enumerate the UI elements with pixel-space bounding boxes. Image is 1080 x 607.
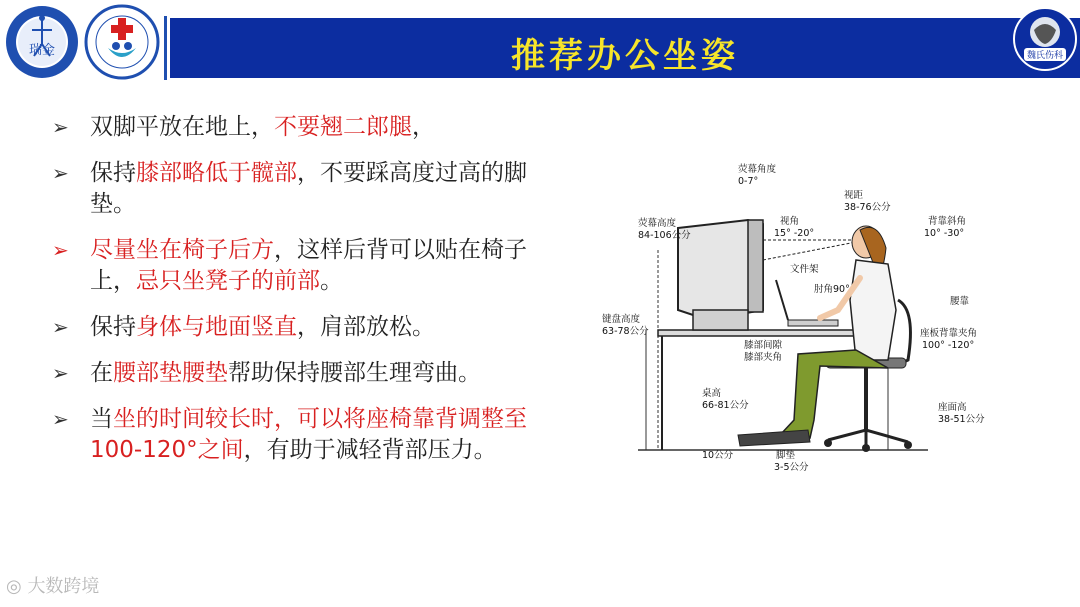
label-knee-angle: 膝部夹角 [744, 352, 783, 363]
bullet-text: ，有助于减轻背部压力。 [243, 437, 497, 463]
label-footrest-val: 3-5公分 [774, 462, 809, 473]
bullet-text: 。 [320, 268, 343, 294]
bullet-arrow-icon: ➢ [52, 315, 69, 339]
title-bar [170, 18, 1080, 78]
bullet-text: 当 [90, 406, 113, 432]
label-keyboard-height-val: 63-78公分 [602, 326, 649, 337]
bullet-item [50, 158, 570, 220]
bullet-emphasis-text: 尽量坐在椅子后方 [90, 237, 274, 263]
label-seat-back-angle: 座板背靠夹角 [920, 328, 978, 339]
bullet-emphasis-text: 腰部垫腰垫 [113, 360, 228, 386]
label-screen-height-val: 84-106公分 [638, 230, 691, 241]
document-holder [776, 280, 788, 320]
label-screen-height: 荧幕高度 [638, 218, 677, 229]
desk-top [658, 330, 868, 336]
watermark-text: 大数跨境 [27, 576, 100, 597]
keyboard [788, 320, 838, 326]
hospital-logo-1 [4, 4, 80, 80]
label-footrest: 脚垫 [776, 450, 796, 461]
label-table-height: 桌高 [702, 388, 722, 399]
label-view-angle: 视角 [780, 216, 800, 227]
label-table-height-val: 66-81公分 [702, 400, 749, 411]
ergonomic-posture-diagram [598, 160, 988, 490]
bullet-item [50, 358, 570, 389]
chair-base [828, 430, 908, 445]
label-view-dist-val: 38-76公分 [844, 202, 891, 213]
bullet-text: ，肩部放松。 [297, 314, 435, 340]
bullet-item [50, 312, 570, 343]
bullet-text: 帮助保持腰部生理弯曲。 [228, 360, 481, 386]
footrest [738, 430, 810, 446]
header-divider [164, 16, 167, 80]
bullet-arrow-icon: ➢ [52, 407, 69, 431]
bullet-text: ，这样后背可以贴在椅子上， [90, 237, 527, 294]
bullet-emphasis-text: 膝部略低于髋部 [136, 160, 297, 186]
person-legs [780, 350, 888, 438]
chair-back [898, 300, 910, 365]
label-lumbar: 腰靠 [950, 296, 970, 307]
hospital-logo-2 [84, 4, 160, 80]
bullet-text: ，不要踩高度过高的脚垫。 [90, 160, 527, 217]
bullet-text: 在 [90, 360, 113, 386]
bullet-arrow-icon: ➢ [52, 238, 69, 262]
svg-text:瑞金: 瑞金 [28, 43, 56, 58]
sight-line-angle [763, 242, 856, 260]
label-elbow-angle: 肘角90° [814, 284, 850, 295]
bullet-arrow-icon: ➢ [52, 161, 69, 185]
page-title: 推荐办公坐姿 [511, 36, 739, 76]
label-seat-height-val: 38-51公分 [938, 414, 985, 425]
bullet-item [50, 404, 570, 466]
label-seat-height: 座面高 [938, 402, 967, 413]
bullet-list [50, 112, 570, 481]
bullet-text: 保持 [90, 160, 136, 186]
label-doc-holder: 文件架 [790, 264, 819, 275]
chair-wheel [824, 439, 832, 447]
header-area [0, 0, 1080, 82]
bullet-item [50, 112, 570, 143]
label-distance: 10公分 [702, 450, 734, 461]
chair-wheel [862, 444, 870, 452]
bullet-arrow-icon: ➢ [52, 115, 69, 139]
person-torso [850, 260, 896, 360]
bullet-emphasis-text: 身体与地面竖直 [136, 314, 297, 340]
watermark-icon: ◎ [6, 576, 28, 597]
wei-logo [1012, 6, 1078, 72]
label-view-angle-val: 15° -20° [774, 228, 815, 239]
label-view-dist: 视距 [844, 190, 864, 201]
watermark [6, 572, 99, 598]
bullet-text: 保持 [90, 314, 136, 340]
monitor-base [693, 310, 748, 330]
bullet-item [50, 235, 570, 297]
label-knee-gap: 膝部间隙 [744, 340, 783, 351]
bullet-emphasis-text: 坐的时间较长时，可以将座椅靠背调整至100-120°之间 [90, 406, 527, 463]
monitor-screen [748, 220, 763, 312]
label-back-tilt: 背靠斜角 [928, 216, 967, 227]
bullet-emphasis-text: 不要翘二郎腿 [274, 114, 412, 140]
label-seat-back-angle-val: 100° -120° [922, 340, 975, 351]
label-screen-angle: 荧幕角度 [738, 164, 777, 175]
label-back-tilt-val: 10° -30° [924, 228, 965, 239]
bullet-text: ， [412, 114, 435, 140]
bullet-arrow-icon: ➢ [52, 361, 69, 385]
bullet-text: 双脚平放在地上， [90, 114, 274, 140]
label-screen-angle-val: 0-7° [738, 176, 759, 187]
bullet-emphasis-text: 忌只坐凳子的前部 [136, 268, 320, 294]
label-keyboard-height: 键盘高度 [602, 314, 641, 325]
svg-text:魏氏伤科: 魏氏伤科 [1026, 51, 1064, 61]
chair-wheel [904, 441, 912, 449]
